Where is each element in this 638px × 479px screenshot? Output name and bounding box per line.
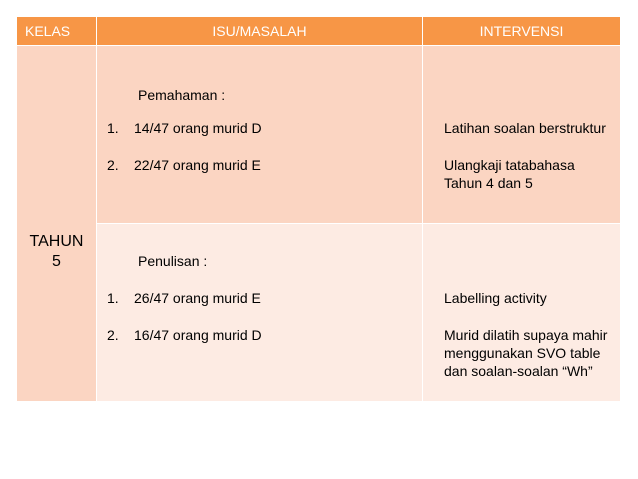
header-kelas: KELAS bbox=[17, 17, 96, 45]
issue-cell-penulisan bbox=[97, 224, 422, 401]
issue-item-number: 2. bbox=[107, 327, 119, 343]
issue-item-text: 26/47 orang murid E bbox=[134, 290, 261, 306]
issue-item-number: 1. bbox=[107, 120, 119, 136]
intervention-text: dan soalan-soalan “Wh” bbox=[444, 363, 593, 379]
intervention-text: menggunakan SVO table bbox=[444, 345, 601, 361]
kelas-cell bbox=[17, 46, 96, 401]
kelas-label-line2: 5 bbox=[52, 253, 61, 270]
header-intervensi: INTERVENSI bbox=[423, 17, 620, 45]
issue-item-text: 22/47 orang murid E bbox=[134, 157, 261, 173]
intervention-text: Labelling activity bbox=[444, 290, 547, 306]
issue-item-number: 1. bbox=[107, 290, 119, 306]
issue-cell-pemahaman bbox=[97, 46, 422, 223]
intervention-table bbox=[17, 17, 620, 401]
intervention-text: Tahun 4 dan 5 bbox=[444, 175, 533, 191]
intervention-cell-pemahaman bbox=[423, 46, 620, 223]
kelas-label bbox=[17, 232, 96, 272]
intervention-text: Latihan soalan berstruktur bbox=[444, 120, 606, 136]
header-isu-masalah: ISU/MASALAH bbox=[97, 17, 422, 45]
issue-heading-penulisan: Penulisan : bbox=[138, 253, 208, 269]
intervention-cell-penulisan bbox=[423, 224, 620, 401]
issue-item-text: 16/47 orang murid D bbox=[134, 327, 262, 343]
kelas-label-line1: TAHUN bbox=[29, 233, 84, 250]
issue-heading-pemahaman: Pemahaman : bbox=[138, 87, 226, 103]
intervention-text: Ulangkaji tatabahasa bbox=[444, 157, 575, 173]
issue-item-number: 2. bbox=[107, 157, 119, 173]
intervention-text: Murid dilatih supaya mahir bbox=[444, 327, 608, 343]
issue-item-text: 14/47 orang murid D bbox=[134, 120, 262, 136]
